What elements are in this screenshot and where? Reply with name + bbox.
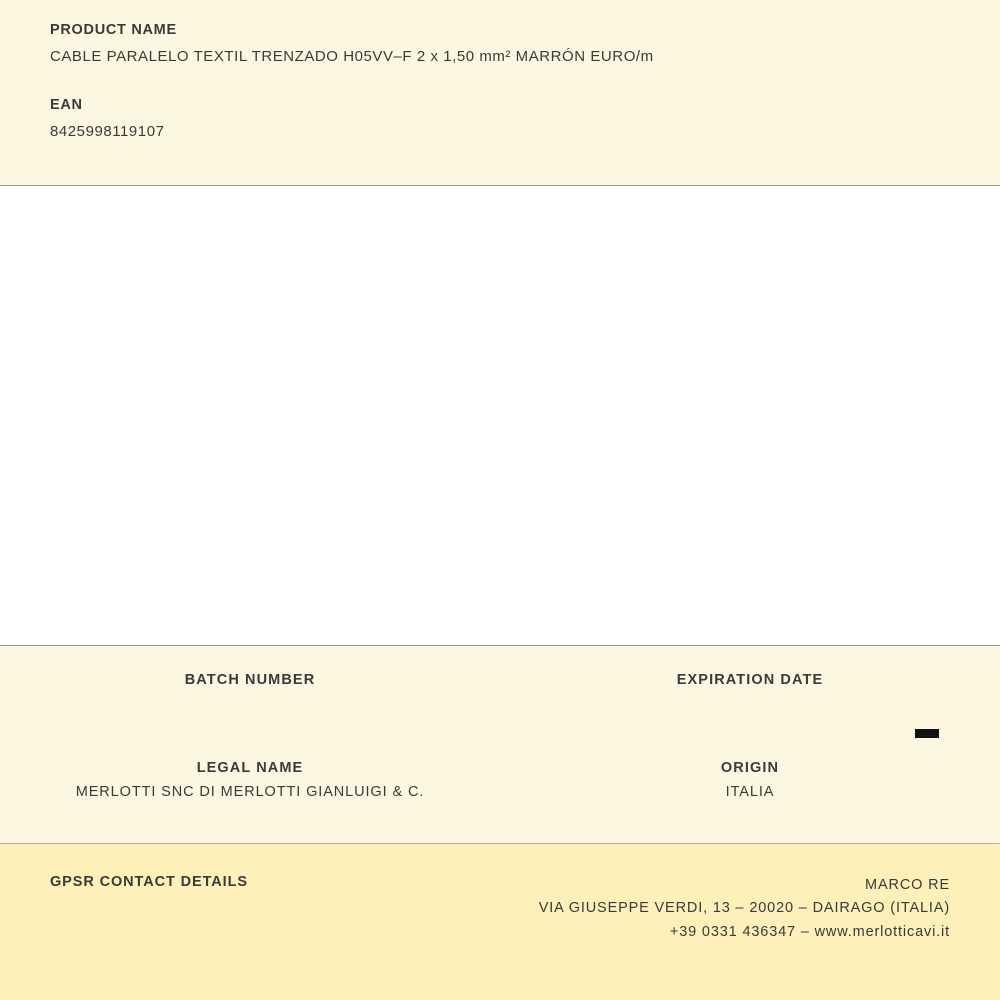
gpsr-footer [0,844,1000,1000]
product-name-label: PRODUCT NAME [50,22,177,38]
ean-group [50,97,950,140]
blank-content-area [0,186,1000,646]
product-name-value: CABLE PARALELO TEXTIL TRENZADO H05VV–F 2 x 1,50 mm² MARRÓN EURO/m [50,48,654,65]
expiration-date-label: EXPIRATION DATE [676,672,824,688]
legal-name-label: LEGAL NAME [196,760,304,776]
legal-origin-row [0,696,1000,800]
gpsr-contact-label: GPSR CONTACT DETAILS [50,874,248,890]
batch-number-column [0,672,500,696]
batch-number-label: BATCH NUMBER [184,672,316,688]
legal-name-value: MERLOTTI SNC DI MERLOTTI GIANLUIGI & C. [75,784,425,800]
gpsr-contact-name: MARCO RE [865,877,950,893]
legal-name-column [0,760,500,800]
ce-mark-icon [852,700,944,768]
ean-label: EAN [50,97,83,113]
origin-value: ITALIA [725,784,775,800]
product-info-block [0,0,1000,186]
ean-value: 8425998119107 [50,123,165,140]
expiration-date-column [500,672,1000,696]
gpsr-contact-phone-web: +39 0331 436347 – www.merlotticavi.it [669,923,950,940]
gpsr-contact-address: VIA GIUSEPPE VERDI, 13 – 20020 – DAIRAGO (ITALIA) [538,900,950,917]
origin-label: ORIGIN [720,760,780,776]
product-name-group [50,22,950,65]
batch-expiration-row [0,646,1000,696]
compliance-info-block [0,646,1000,844]
gpsr-contact-details [539,874,950,944]
